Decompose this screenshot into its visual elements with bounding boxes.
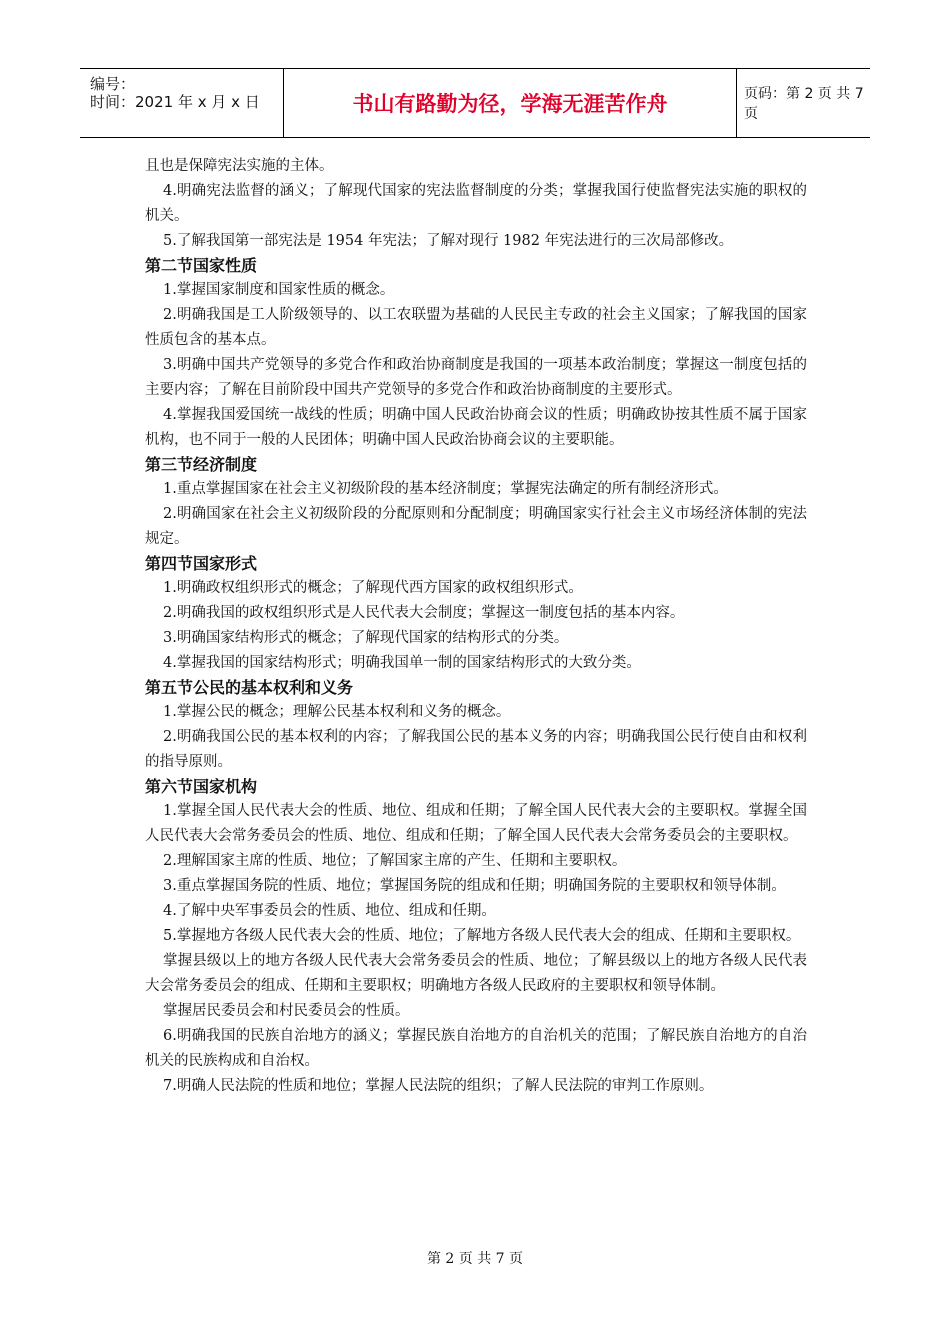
- paragraph: 4.了解中央军事委员会的性质、地位、组成和任期。: [163, 903, 496, 919]
- section-heading: 第五节公民的基本权利和义务: [145, 678, 354, 697]
- paragraph: 1.掌握国家制度和国家性质的概念。: [163, 282, 395, 298]
- paragraph: 4.掌握我国的国家结构形式；明确我国单一制的国家结构形式的大致分类。: [163, 655, 641, 671]
- page-footer: 第 2 页 共 7 页: [426, 1251, 524, 1267]
- section-heading: 第二节国家性质: [145, 256, 258, 275]
- paragraph: 2.明确我国的政权组织形式是人民代表大会制度；掌握这一制度包括的基本内容。: [163, 605, 685, 621]
- paragraph: 7.明确人民法院的性质和地位；掌握人民法院的组织；了解人民法院的审判工作原则。: [163, 1078, 714, 1094]
- header-motto: 书山有路勤为径，学海无涯苦作舟: [283, 69, 737, 137]
- paragraph: 2.明确我国是工人阶级领导的、以工农联盟为基础的人民民主专政的社会主义国家；了解我国的国家性质包含的基本点。: [145, 307, 807, 348]
- paragraph: 掌握居民委员会和村民委员会的性质。: [163, 1003, 410, 1019]
- paragraph: 3.明确中国共产党领导的多党合作和政治协商制度是我国的一项基本政治制度；掌握这一制度包括的主要内容；了解在目前阶段中国共产党领导的多党合作和政治协商制度的主要形式。: [145, 357, 807, 398]
- paragraph: 2.明确我国公民的基本权利的内容；了解我国公民的基本义务的内容；明确我国公民行使自由和权利的指导原则。: [145, 729, 807, 770]
- section-heading: 第六节国家机构: [145, 777, 258, 796]
- number-label: 编号：: [90, 75, 136, 93]
- paragraph: 1.掌握全国人民代表大会的性质、地位、组成和任期；了解全国人民代表大会的主要职权。掌握全国人民代表大会常务委员会的性质、地位、组成和任期；了解全国人民代表大会常务委员会的主要职权。: [145, 803, 807, 844]
- header-meta: [80, 69, 283, 137]
- paragraph: 5.了解我国第一部宪法是 1954 年宪法；了解对现行 1982 年宪法进行的三次局部修改。: [163, 233, 734, 249]
- paragraph: 3.明确国家结构形式的概念；了解现代国家的结构形式的分类。: [163, 630, 569, 646]
- header-page-label: 页码：第 2 页 共 7 页: [744, 86, 864, 122]
- paragraph: 掌握县级以上的地方各级人民代表大会常务委员会的性质、地位；了解县级以上的地方各级人民代表大会常务委员会的组成、任期和主要职权；明确地方各级人民政府的主要职权和领导体制。: [145, 953, 807, 994]
- paragraph: 4.明确宪法监督的涵义；了解现代国家的宪法监督制度的分类；掌握我国行使监督宪法实施的职权的机关。: [145, 183, 807, 224]
- paragraph: 且也是保障宪法实施的主体。: [145, 158, 334, 174]
- paragraph: 1.重点掌握国家在社会主义初级阶段的基本经济制度；掌握宪法确定的所有制经济形式。: [163, 481, 728, 497]
- time-label: 时间：2021 年 x 月 x 日: [90, 93, 260, 111]
- paragraph: 2.明确国家在社会主义初级阶段的分配原则和分配制度；明确国家实行社会主义市场经济体制的宪法规定。: [145, 506, 807, 547]
- paragraph: 4.掌握我国爱国统一战线的性质；明确中国人民政治协商会议的性质；明确政协按其性质不属于国家机构，也不同于一般的人民团体；明确中国人民政治协商会议的主要职能。: [145, 407, 807, 448]
- paragraph: 3.重点掌握国务院的性质、地位；掌握国务院的组成和任期；明确国务院的主要职权和领导体制。: [163, 878, 786, 894]
- paragraph: 6.明确我国的民族自治地方的涵义；掌握民族自治地方的自治机关的范围；了解民族自治地方的自治机关的民族构成和自治权。: [145, 1028, 807, 1069]
- section-heading: 第四节国家形式: [145, 554, 258, 573]
- document-body: [145, 154, 807, 1099]
- paragraph: 1.明确政权组织形式的概念；了解现代西方国家的政权组织形式。: [163, 580, 583, 596]
- paragraph: 2.理解国家主席的性质、地位；了解国家主席的产生、任期和主要职权。: [163, 853, 627, 869]
- section-heading: 第三节经济制度: [145, 455, 258, 474]
- paragraph: 5.掌握地方各级人民代表大会的性质、地位；了解地方各级人民代表大会的组成、任期和主要职权。: [163, 928, 801, 944]
- paragraph: 1.掌握公民的概念；理解公民基本权利和义务的概念。: [163, 704, 511, 720]
- page-header: [80, 68, 870, 138]
